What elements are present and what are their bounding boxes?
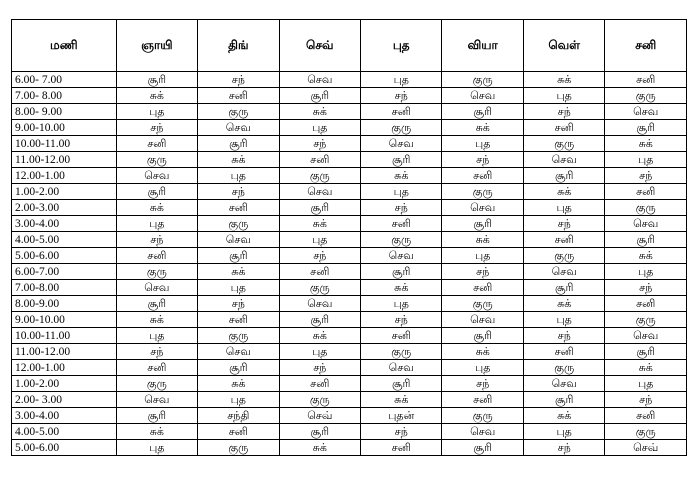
planet-cell: சந் [442,376,523,392]
planet-cell: செவ [523,152,604,168]
planet-cell: சனி [279,152,360,168]
planet-cell: சூரி [605,232,687,248]
planet-cell: புத [198,392,279,408]
time-slot-cell: 8.00- 9.00 [12,104,117,120]
table-row [12,440,687,456]
planet-cell: செவ் [605,440,687,456]
table-row [12,280,687,296]
planet-cell: சந் [523,104,604,120]
time-slot-cell: 3.00-4.00 [12,216,117,232]
planet-cell: சந் [442,152,523,168]
planet-cell: குரு [442,296,523,312]
planet-cell: செவ [605,216,687,232]
planet-cell: சுக் [116,424,197,440]
planet-cell: சூரி [116,184,197,200]
planet-cell: குரு [116,376,197,392]
planet-cell: குரு [442,408,523,424]
planet-cell: சந் [198,296,279,312]
planet-cell: சூரி [442,328,523,344]
planet-cell: செவ [198,232,279,248]
planet-cell: செவ [198,120,279,136]
planet-cell: செவ [442,200,523,216]
time-slot-cell: 9.00-10.00 [12,312,117,328]
planet-cell: செவ [442,88,523,104]
planet-cell: சந் [361,200,442,216]
planet-cell: குரு [198,328,279,344]
planet-cell: சூரி [605,120,687,136]
planet-cell: சூரி [523,392,604,408]
table-body [12,72,687,456]
table-row [12,216,687,232]
planet-cell: சூரி [279,424,360,440]
header-day-saturday: சனி [605,20,687,72]
planet-cell: சூரி [442,216,523,232]
planet-cell: புத [523,88,604,104]
planet-cell: புதன் [361,408,442,424]
planet-cell: சூரி [605,344,687,360]
time-slot-cell: 7.00-8.00 [12,280,117,296]
planet-cell: சனி [442,392,523,408]
planet-cell: சந் [605,168,687,184]
time-slot-cell: 12.00-1.00 [12,360,117,376]
planet-cell: சந் [279,360,360,376]
planet-cell: செவ [523,376,604,392]
planet-cell: சந் [279,248,360,264]
planet-cell: சுக் [279,328,360,344]
planet-cell: சூரி [116,296,197,312]
planet-cell: சந்தி [198,408,279,424]
time-slot-cell: 10.00-11.00 [12,328,117,344]
planet-cell: செவ [279,296,360,312]
time-slot-cell: 1.00-2.00 [12,376,117,392]
planet-cell: சுக் [279,104,360,120]
planet-cell: சந் [605,392,687,408]
time-slot-cell: 4.00-5.00 [12,424,117,440]
time-slot-cell: 1.00-2.00 [12,184,117,200]
planet-cell: செவ் [279,408,360,424]
planet-cell: புத [605,264,687,280]
planet-cell: புத [361,72,442,88]
planet-cell: குரு [198,104,279,120]
planet-cell: சனி [361,104,442,120]
planet-cell: சூரி [279,312,360,328]
time-slot-cell: 10.00-11.00 [12,136,117,152]
planet-cell: சனி [198,200,279,216]
time-slot-cell: 2.00-3.00 [12,200,117,216]
planet-cell: சந் [523,216,604,232]
planet-cell: குரு [442,184,523,200]
planet-cell: புத [523,424,604,440]
planet-cell: புத [442,136,523,152]
table-row [12,120,687,136]
time-slot-cell: 5.00-6.00 [12,248,117,264]
planet-cell: புத [361,184,442,200]
table-row [12,296,687,312]
time-slot-cell: 7.00- 8.00 [12,88,117,104]
planet-cell: புத [442,248,523,264]
planet-cell: சூரி [279,88,360,104]
planet-cell: குரு [116,152,197,168]
planet-cell: சந் [361,424,442,440]
planet-cell: சனி [116,248,197,264]
planet-cell: குரு [361,344,442,360]
table-row [12,408,687,424]
planet-cell: சனி [442,280,523,296]
planet-cell: செவ [279,184,360,200]
planet-cell: சனி [361,328,442,344]
planet-cell: குரு [361,232,442,248]
table-row [12,264,687,280]
planet-cell: சுக் [361,168,442,184]
table-row [12,104,687,120]
planet-cell: சந் [116,344,197,360]
planet-cell: புத [361,296,442,312]
planet-cell: புத [523,312,604,328]
planet-cell: சந் [605,280,687,296]
planet-cell: செவ [442,312,523,328]
table-header-row [12,20,687,72]
planet-cell: குரு [442,72,523,88]
table-row [12,360,687,376]
table-row [12,88,687,104]
planet-cell: சுக் [442,344,523,360]
planet-cell: சுக் [116,200,197,216]
planet-cell: புத [116,216,197,232]
planet-cell: சுக் [198,264,279,280]
planet-cell: புத [605,376,687,392]
planet-cell: சுக் [279,216,360,232]
planet-cell: சனி [279,376,360,392]
planet-cell: சூரி [523,280,604,296]
planet-cell: சூரி [361,152,442,168]
planet-cell: குரு [605,424,687,440]
table-row [12,248,687,264]
planet-cell: சுக் [198,376,279,392]
planet-cell: செவ [523,264,604,280]
planet-cell: புத [198,168,279,184]
planet-cell: சனி [116,136,197,152]
planet-cell: புத [116,104,197,120]
header-day-sunday: ஞாயி [116,20,197,72]
planet-cell: சந் [523,440,604,456]
planet-cell: செவ [442,424,523,440]
planet-cell: புத [279,344,360,360]
planet-cell: குரு [605,200,687,216]
planet-cell: சூரி [116,408,197,424]
planet-cell: குரு [279,280,360,296]
planet-cell: சனி [116,360,197,376]
table-row [12,72,687,88]
planet-cell: செவ [198,344,279,360]
time-slot-cell: 5.00-6.00 [12,440,117,456]
planet-cell: சுக் [605,360,687,376]
planet-cell: சுக் [198,152,279,168]
planet-cell: செவ [605,328,687,344]
time-slot-cell: 12.00-1.00 [12,168,117,184]
header-day-tuesday: செவ் [279,20,360,72]
table-row [12,392,687,408]
planet-cell: சந் [198,184,279,200]
planet-cell: புத [442,360,523,376]
planet-cell: சனி [523,232,604,248]
time-slot-cell: 11.00-12.00 [12,344,117,360]
planet-cell: குரு [605,312,687,328]
planet-cell: சனி [361,440,442,456]
hora-table-container [11,19,687,456]
planet-cell: சுக் [523,184,604,200]
table-row [12,184,687,200]
planet-cell: சூரி [361,376,442,392]
planet-cell: சூரி [442,440,523,456]
planet-cell: சூரி [198,248,279,264]
planet-cell: சனி [605,296,687,312]
planet-cell: குரு [279,392,360,408]
planet-cell: சுக் [116,312,197,328]
table-row [12,312,687,328]
planet-cell: சனி [523,344,604,360]
time-slot-cell: 2.00- 3.00 [12,392,117,408]
planet-cell: சனி [361,216,442,232]
planet-cell: சனி [198,312,279,328]
planet-cell: புத [116,328,197,344]
time-slot-cell: 11.00-12.00 [12,152,117,168]
header-day-wednesday: புத [361,20,442,72]
planet-cell: சுக் [605,248,687,264]
table-row [12,136,687,152]
planet-cell: சூரி [442,104,523,120]
planet-cell: செவ [116,168,197,184]
planet-cell: சனி [523,120,604,136]
planet-cell: சுக் [523,408,604,424]
planet-cell: சனி [442,168,523,184]
planet-cell: சந் [279,136,360,152]
planet-cell: சூரி [116,72,197,88]
time-slot-cell: 9.00-10.00 [12,120,117,136]
planet-cell: புத [116,440,197,456]
planet-cell: சூரி [279,200,360,216]
time-slot-cell: 6.00-7.00 [12,264,117,280]
table-row [12,232,687,248]
planet-cell: செவ [361,248,442,264]
planet-cell: சுக் [523,72,604,88]
planet-cell: புத [605,152,687,168]
planet-cell: செவ [605,104,687,120]
header-day-monday: திங் [198,20,279,72]
time-slot-cell: 3.00-4.00 [12,408,117,424]
planet-cell: சூரி [523,168,604,184]
planet-cell: குரு [523,248,604,264]
planet-cell: சனி [605,408,687,424]
table-row [12,168,687,184]
planet-cell: செவ [361,136,442,152]
planet-cell: செவ [116,392,197,408]
planet-cell: சனி [198,424,279,440]
planet-cell: சுக் [361,280,442,296]
planet-cell: செவ [279,72,360,88]
header-day-friday: வெள் [523,20,604,72]
planet-cell: சனி [198,88,279,104]
planet-cell: சூரி [198,360,279,376]
planet-cell: குரு [605,88,687,104]
table-row [12,344,687,360]
planet-cell: குரு [198,440,279,456]
table-row [12,152,687,168]
planet-cell: சனி [279,264,360,280]
planet-cell: சந் [116,120,197,136]
planet-cell: புத [523,200,604,216]
planet-cell: குரு [279,168,360,184]
time-slot-cell: 8.00-9.00 [12,296,117,312]
planet-cell: குரு [523,360,604,376]
planet-cell: செவ [361,360,442,376]
planet-cell: சந் [361,88,442,104]
planet-cell: குரு [198,216,279,232]
table-row [12,328,687,344]
planet-cell: சந் [442,264,523,280]
planet-cell: புத [198,280,279,296]
table-row [12,200,687,216]
planet-cell: சுக் [442,232,523,248]
planet-cell: சனி [605,72,687,88]
planet-cell: சுக் [523,296,604,312]
header-time: மணி [12,20,117,72]
planet-cell: சந் [361,312,442,328]
planet-cell: குரு [523,136,604,152]
planet-cell: சனி [605,184,687,200]
planet-cell: சந் [523,328,604,344]
planet-cell: புத [279,232,360,248]
planet-cell: சந் [116,232,197,248]
planet-cell: சுக் [116,88,197,104]
planet-cell: சுக் [279,440,360,456]
header-day-thursday: வியா [442,20,523,72]
time-slot-cell: 6.00- 7.00 [12,72,117,88]
hora-table [11,19,687,456]
table-row [12,424,687,440]
planet-cell: சுக் [605,136,687,152]
time-slot-cell: 4.00-5.00 [12,232,117,248]
planet-cell: சுக் [361,392,442,408]
planet-cell: சூரி [361,264,442,280]
planet-cell: குரு [361,120,442,136]
planet-cell: செவ [116,280,197,296]
planet-cell: சந் [198,72,279,88]
table-row [12,376,687,392]
planet-cell: புத [279,120,360,136]
planet-cell: குரு [116,264,197,280]
planet-cell: சூரி [198,136,279,152]
planet-cell: சுக் [442,120,523,136]
